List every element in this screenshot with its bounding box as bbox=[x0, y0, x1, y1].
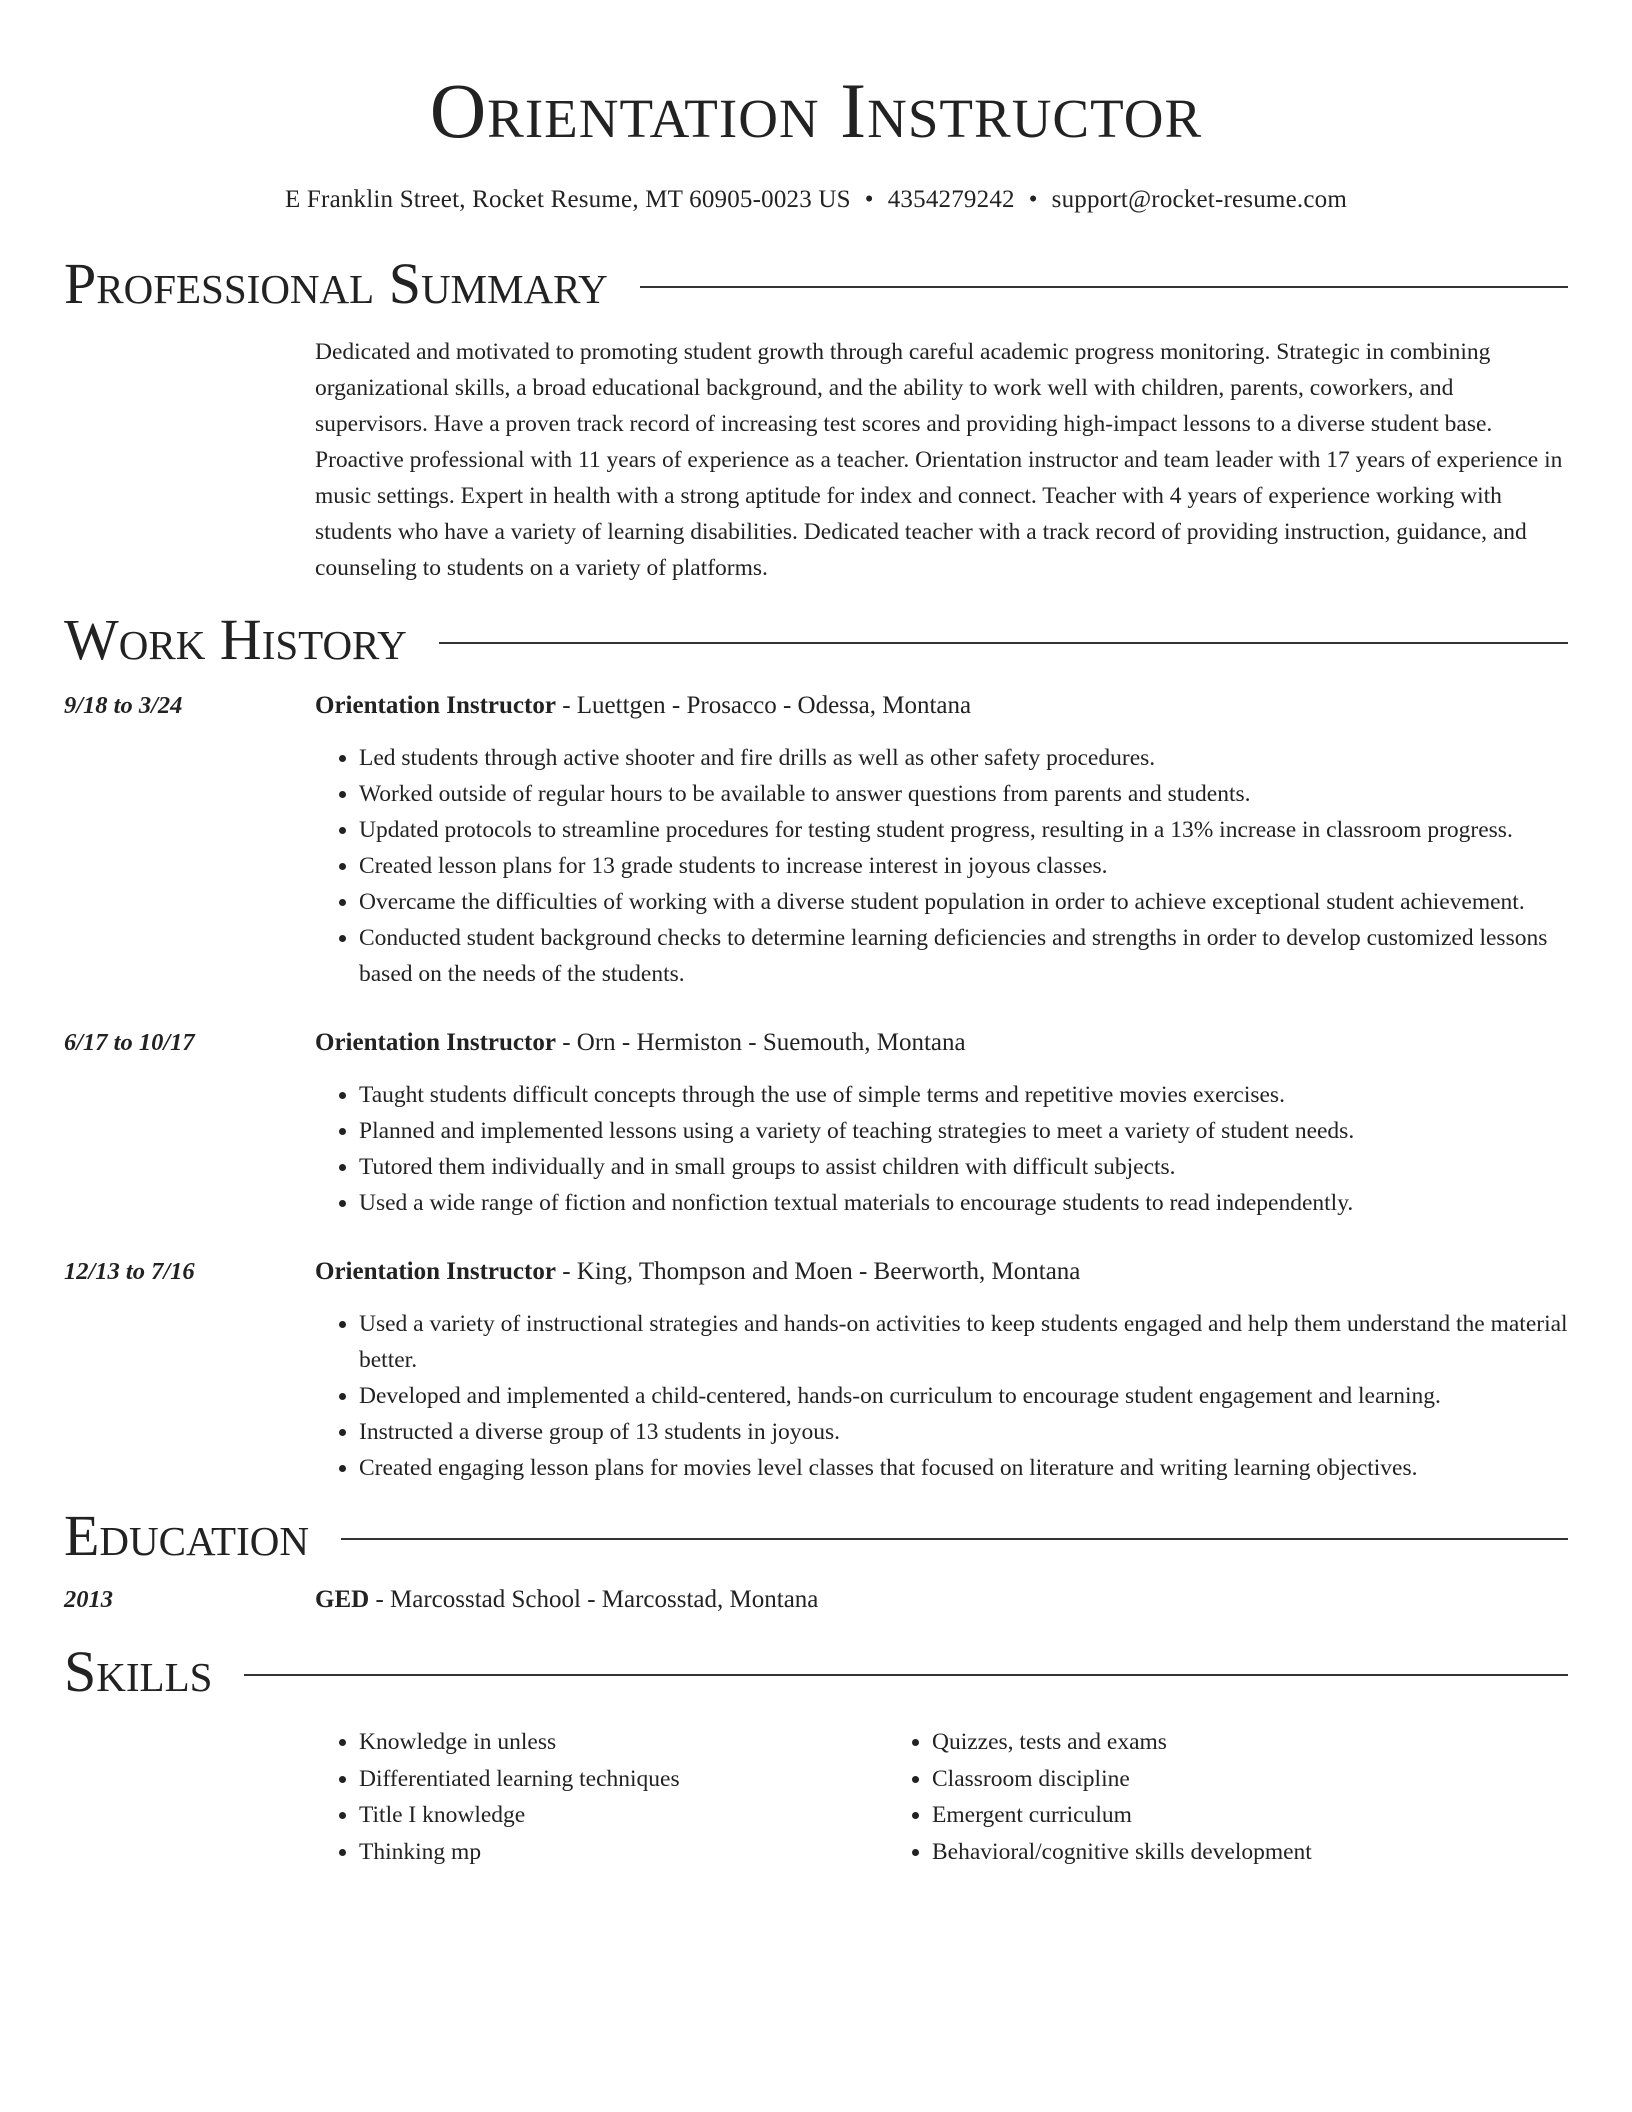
skills-column-left bbox=[315, 1724, 888, 1870]
job-bullet: • Used a variety of instructional strategies and hands-on activities to keep students engaged and help them understand the material better. bbox=[359, 1306, 1568, 1378]
skills-section-header bbox=[64, 1639, 1568, 1704]
job-bullet: • Created lesson plans for 13 grade students to increase interest in joyous classes. bbox=[359, 848, 1568, 884]
job-heading bbox=[315, 1254, 1568, 1290]
section-divider bbox=[640, 286, 1568, 288]
job-bullet: • Instructed a diverse group of 13 students in joyous. bbox=[359, 1414, 1568, 1450]
job-bullet: • Overcame the difficulties of working with a diverse student population in order to achieve exceptional student achievement. bbox=[359, 884, 1568, 920]
skill-item: • Title I knowledge bbox=[359, 1797, 888, 1834]
skills-section-title: Skills bbox=[64, 1639, 213, 1704]
skill-item: • Differentiated learning techniques bbox=[359, 1761, 888, 1798]
contact-address: E Franklin Street, Rocket Resume, MT 60905-0023 US bbox=[285, 186, 851, 213]
summary-text: Dedicated and motivated to promoting student growth through careful academic progress monitoring. Strategic in combining organizational skills, a broad educational background, and the ability to work well with children, parents, coworkers, and supervisors. Have a proven track record of increasing test scores and providing high-impact lessons to a diverse student base. Proactive professional with 11 years of experience as a teacher. Orientation instructor and team leader with 17 years of experience in music settings. Expert in health with a strong aptitude for index and connect. Teacher with 4 years of experience working with students who have a variety of learning disabilities. Dedicated teacher with a track record of providing instruction, guidance, and counseling to students on a variety of platforms. bbox=[315, 339, 1563, 581]
job-dates: 6/17 to 10/17 bbox=[64, 1029, 195, 1056]
job-bullet: • Developed and implemented a child-centered, hands-on curriculum to encourage student engagement and learning. bbox=[359, 1378, 1568, 1414]
section-divider bbox=[341, 1538, 1568, 1540]
skills-column-right bbox=[888, 1724, 1461, 1870]
skill-item: • Behavioral/cognitive skills development bbox=[932, 1834, 1461, 1871]
section-divider bbox=[244, 1674, 1568, 1676]
job-entry bbox=[64, 1025, 1568, 1221]
job-entry bbox=[64, 688, 1568, 992]
job-dates: 12/13 to 7/16 bbox=[64, 1258, 195, 1285]
contact-line bbox=[64, 184, 1568, 216]
job-bullets bbox=[315, 740, 1568, 992]
job-entry bbox=[64, 1254, 1568, 1486]
skill-item: • Emergent curriculum bbox=[932, 1797, 1461, 1834]
education-entry bbox=[64, 1582, 1568, 1618]
job-dates: 9/18 to 3/24 bbox=[64, 692, 183, 719]
education-year: 2013 bbox=[64, 1586, 113, 1613]
job-body bbox=[315, 1254, 1568, 1486]
summary-section-header bbox=[64, 251, 1568, 316]
job-bullet: • Updated protocols to streamline procedures for testing student progress, resulting in a 13% increase in classroom progress. bbox=[359, 812, 1568, 848]
job-heading bbox=[315, 1025, 1568, 1061]
skill-item: • Classroom discipline bbox=[932, 1761, 1461, 1798]
job-bullet: • Taught students difficult concepts through the use of simple terms and repetitive movies exercises. bbox=[359, 1077, 1568, 1113]
job-heading bbox=[315, 688, 1568, 724]
job-bullet: • Worked outside of regular hours to be available to answer questions from parents and students. bbox=[359, 776, 1568, 812]
job-bullet: • Led students through active shooter and fire drills as well as other safety procedures. bbox=[359, 740, 1568, 776]
education-heading bbox=[315, 1582, 1568, 1618]
job-body bbox=[315, 1025, 1568, 1221]
section-divider bbox=[439, 642, 1568, 644]
education-body bbox=[315, 1582, 1568, 1618]
education-section-title: Education bbox=[64, 1503, 309, 1568]
job-employer: - King, Thompson and Moen - Beerworth, Montana bbox=[555, 1258, 1081, 1285]
contact-phone: 4354279242 bbox=[887, 186, 1015, 213]
job-bullet: • Conducted student background checks to determine learning deficiencies and strengths in order to develop customized lessons based on the needs of the students. bbox=[359, 920, 1568, 992]
contact-separator: • bbox=[1028, 186, 1038, 213]
education-section-header bbox=[64, 1503, 1568, 1568]
job-body bbox=[315, 688, 1568, 992]
job-bullet: • Used a wide range of fiction and nonfiction textual materials to encourage students to read independently. bbox=[359, 1185, 1568, 1221]
job-bullet: • Created engaging lesson plans for movies level classes that focused on literature and writing learning objectives. bbox=[359, 1450, 1568, 1486]
job-employer: - Luettgen - Prosacco - Odessa, Montana bbox=[555, 692, 972, 719]
summary-section-title: Professional Summary bbox=[64, 251, 608, 316]
job-title: Orientation Instructor bbox=[315, 1029, 556, 1056]
education-school: - Marcosstad School - Marcosstad, Montana bbox=[369, 1586, 819, 1613]
skill-item: • Quizzes, tests and exams bbox=[932, 1724, 1461, 1761]
contact-email: support@rocket-resume.com bbox=[1051, 186, 1347, 213]
education-degree: GED bbox=[315, 1586, 370, 1613]
skill-item: • Knowledge in unless bbox=[359, 1724, 888, 1761]
skills-grid bbox=[315, 1724, 1568, 1870]
job-title: Orientation Instructor bbox=[315, 1258, 556, 1285]
work-section-header bbox=[64, 607, 1568, 672]
job-title: Orientation Instructor bbox=[315, 692, 556, 719]
skill-item: • Thinking mp bbox=[359, 1834, 888, 1871]
job-bullet: • Planned and implemented lessons using a variety of teaching strategies to meet a variety of student needs. bbox=[359, 1113, 1568, 1149]
candidate-name: Orientation Instructor bbox=[429, 67, 1203, 154]
job-bullet: • Tutored them individually and in small groups to assist children with difficult subjects. bbox=[359, 1149, 1568, 1185]
contact-separator: • bbox=[864, 186, 874, 213]
work-section-title: Work History bbox=[64, 607, 407, 672]
job-bullets bbox=[315, 1077, 1568, 1221]
job-bullets bbox=[315, 1306, 1568, 1486]
job-employer: - Orn - Hermiston - Suemouth, Montana bbox=[555, 1029, 966, 1056]
